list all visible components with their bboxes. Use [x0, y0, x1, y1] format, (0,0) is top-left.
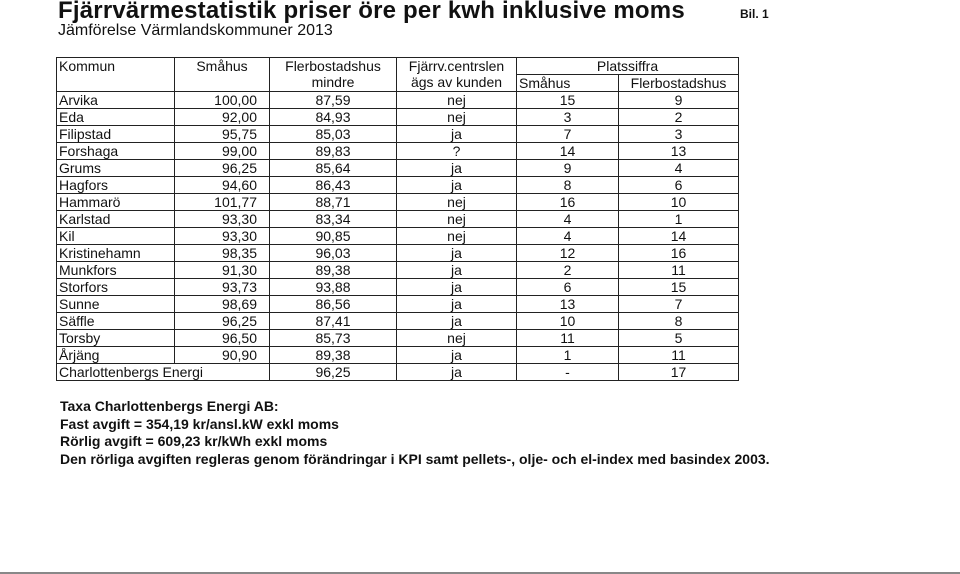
- cell-plats-smahus: 8: [517, 177, 619, 194]
- note-taxa-heading: Taxa Charlottenbergs Energi AB:: [60, 398, 279, 414]
- cell-kommun: Forshaga: [57, 143, 175, 160]
- table-row-charlottenberg: [57, 364, 739, 381]
- cell-ags-av-kunden: ja: [397, 177, 517, 194]
- cell-kommun: Kil: [57, 228, 175, 245]
- cell-kommun: Hammarö: [57, 194, 175, 211]
- cell-smahus: 93,73: [175, 279, 270, 296]
- cell-smahus: 98,69: [175, 296, 270, 313]
- cell-plats-flerbostadshus: 2: [619, 109, 739, 126]
- cell-plats-smahus: 1: [517, 347, 619, 364]
- cell-plats-flerbostadshus: 11: [619, 347, 739, 364]
- header-platssiffra-smahus: Småhus: [517, 75, 619, 92]
- cell-flerbostadshus: 85,73: [270, 330, 397, 347]
- header-platssiffra: Platssiffra: [517, 58, 739, 75]
- cell-kommun: Munkfors: [57, 262, 175, 279]
- appendix-label: Bil. 1: [740, 7, 769, 21]
- cell-plats-flerbostadshus: 1: [619, 211, 739, 228]
- header-kommun: Kommun: [57, 58, 175, 75]
- cell-plats-flerbostadshus: 4: [619, 160, 739, 177]
- cell-plats-smahus: 15: [517, 92, 619, 109]
- cell-flerbostadshus: 87,59: [270, 92, 397, 109]
- cell-smahus: 91,30: [175, 262, 270, 279]
- cell-smahus: 93,30: [175, 228, 270, 245]
- cell-ags-av-kunden: ja: [397, 279, 517, 296]
- notes-block: [60, 398, 770, 468]
- cell-plats-smahus: 4: [517, 211, 619, 228]
- cell-flerbostadshus: 96,03: [270, 245, 397, 262]
- header-flerbostadshus-sub: mindre: [270, 75, 397, 92]
- cell-plats-flerbostadshus: 14: [619, 228, 739, 245]
- header-row-2: [57, 75, 739, 92]
- cell-smahus: 100,00: [175, 92, 270, 109]
- table-row: [57, 296, 739, 313]
- cell-flerbostadshus: 89,83: [270, 143, 397, 160]
- table-row: [57, 211, 739, 228]
- header-fjarrv-centralen: Fjärrv.centrslen: [397, 58, 517, 75]
- page-title: Fjärrvärmestatistik priser öre per kwh inklusive moms: [58, 0, 685, 24]
- cell-plats-smahus: 4: [517, 228, 619, 245]
- cell-flerbostadshus: 86,43: [270, 177, 397, 194]
- cell-ags-av-kunden: nej: [397, 330, 517, 347]
- cell-plats-smahus: 3: [517, 109, 619, 126]
- cell-ags-av-kunden: nej: [397, 92, 517, 109]
- cell-smahus: 95,75: [175, 126, 270, 143]
- cell-kommun: Filipstad: [57, 126, 175, 143]
- table-row: [57, 194, 739, 211]
- cell-ags-av-kunden: ja: [397, 347, 517, 364]
- table-row: [57, 160, 739, 177]
- table-row: [57, 177, 739, 194]
- cell-kommun: Torsby: [57, 330, 175, 347]
- cell-plats-smahus: 9: [517, 160, 619, 177]
- cell-smahus: 92,00: [175, 109, 270, 126]
- cell-ags-av-kunden: ja: [397, 245, 517, 262]
- table-row: [57, 109, 739, 126]
- cell-ags-av-kunden: nej: [397, 194, 517, 211]
- cell-flerbostadshus: 88,71: [270, 194, 397, 211]
- table-row: [57, 143, 739, 160]
- table-row: [57, 262, 739, 279]
- cell-plats-flerbostadshus: 17: [619, 364, 739, 381]
- cell-ags-av-kunden: ja: [397, 313, 517, 330]
- header-kommun-blank: [57, 75, 175, 92]
- cell-ags-av-kunden: ?: [397, 143, 517, 160]
- cell-ags-av-kunden: ja: [397, 364, 517, 381]
- table-row: [57, 228, 739, 245]
- cell-flerbostadshus: 86,56: [270, 296, 397, 313]
- cell-ags-av-kunden: nej: [397, 211, 517, 228]
- note-regleras: Den rörliga avgiften regleras genom förändringar i KPI samt pellets-, olje- och el-index med basindex 2003.: [60, 450, 770, 467]
- price-table: [56, 57, 739, 381]
- cell-smahus: 96,25: [175, 160, 270, 177]
- cell-flerbostadshus: 96,25: [270, 364, 397, 381]
- table-row: [57, 245, 739, 262]
- cell-plats-smahus: 11: [517, 330, 619, 347]
- cell-plats-flerbostadshus: 13: [619, 143, 739, 160]
- cell-smahus: 93,30: [175, 211, 270, 228]
- table-row: [57, 347, 739, 364]
- cell-plats-flerbostadshus: 16: [619, 245, 739, 262]
- cell-plats-flerbostadshus: 15: [619, 279, 739, 296]
- header-flerbostadshus: Flerbostadshus: [270, 58, 397, 75]
- cell-plats-flerbostadshus: 9: [619, 92, 739, 109]
- cell-flerbostadshus: 89,38: [270, 262, 397, 279]
- cell-smahus: 94,60: [175, 177, 270, 194]
- cell-plats-flerbostadshus: 10: [619, 194, 739, 211]
- header-platssiffra-flerbostadshus: Flerbostadshus: [619, 75, 739, 92]
- cell-ags-av-kunden: ja: [397, 262, 517, 279]
- cell-plats-flerbostadshus: 7: [619, 296, 739, 313]
- cell-smahus: 99,00: [175, 143, 270, 160]
- cell-plats-smahus: 14: [517, 143, 619, 160]
- header-row-1: [57, 58, 739, 75]
- cell-flerbostadshus: 85,03: [270, 126, 397, 143]
- cell-plats-smahus: -: [517, 364, 619, 381]
- cell-flerbostadshus: 90,85: [270, 228, 397, 245]
- table-body: [57, 92, 739, 381]
- cell-flerbostadshus: 84,93: [270, 109, 397, 126]
- cell-plats-flerbostadshus: 5: [619, 330, 739, 347]
- cell-smahus: 96,50: [175, 330, 270, 347]
- table-row: [57, 92, 739, 109]
- cell-kommun: Kristinehamn: [57, 245, 175, 262]
- cell-kommun: Årjäng: [57, 347, 175, 364]
- cell-ags-av-kunden: ja: [397, 160, 517, 177]
- cell-kommun: Grums: [57, 160, 175, 177]
- cell-kommun: Arvika: [57, 92, 175, 109]
- header-fjarrv-sub: ägs av kunden: [397, 75, 517, 92]
- cell-kommun: Säffle: [57, 313, 175, 330]
- cell-smahus: 96,25: [175, 313, 270, 330]
- cell-flerbostadshus: 83,34: [270, 211, 397, 228]
- cell-ags-av-kunden: ja: [397, 126, 517, 143]
- note-rorlig-avgift: Rörlig avgift = 609,23 kr/kWh exkl moms: [60, 433, 328, 449]
- note-fast-avgift: Fast avgift = 354,19 kr/ansl.kW exkl moms: [60, 415, 339, 432]
- header-smahus-blank: [175, 75, 270, 92]
- table-row: [57, 330, 739, 347]
- table-row: [57, 279, 739, 296]
- table-row: [57, 126, 739, 143]
- cell-kommun: Sunne: [57, 296, 175, 313]
- page-subtitle: Jämförelse Värmlandskommuner 2013: [58, 22, 333, 39]
- cell-flerbostadshus: 93,88: [270, 279, 397, 296]
- cell-kommun: Eda: [57, 109, 175, 126]
- cell-flerbostadshus: 89,38: [270, 347, 397, 364]
- cell-plats-flerbostadshus: 3: [619, 126, 739, 143]
- table-row: [57, 313, 739, 330]
- cell-plats-smahus: 12: [517, 245, 619, 262]
- cell-smahus: 101,77: [175, 194, 270, 211]
- cell-kommun: Hagfors: [57, 177, 175, 194]
- cell-plats-smahus: 6: [517, 279, 619, 296]
- cell-kommun: Charlottenbergs Energi: [57, 364, 270, 381]
- cell-smahus: 98,35: [175, 245, 270, 262]
- cell-plats-smahus: 13: [517, 296, 619, 313]
- cell-ags-av-kunden: ja: [397, 296, 517, 313]
- cell-plats-flerbostadshus: 8: [619, 313, 739, 330]
- cell-ags-av-kunden: nej: [397, 109, 517, 126]
- cell-plats-smahus: 16: [517, 194, 619, 211]
- cell-plats-smahus: 10: [517, 313, 619, 330]
- cell-plats-flerbostadshus: 6: [619, 177, 739, 194]
- cell-smahus: 90,90: [175, 347, 270, 364]
- header-smahus: Småhus: [175, 58, 270, 75]
- cell-plats-smahus: 2: [517, 262, 619, 279]
- cell-flerbostadshus: 87,41: [270, 313, 397, 330]
- cell-flerbostadshus: 85,64: [270, 160, 397, 177]
- cell-plats-flerbostadshus: 11: [619, 262, 739, 279]
- cell-plats-smahus: 7: [517, 126, 619, 143]
- cell-kommun: Karlstad: [57, 211, 175, 228]
- cell-ags-av-kunden: nej: [397, 228, 517, 245]
- cell-kommun: Storfors: [57, 279, 175, 296]
